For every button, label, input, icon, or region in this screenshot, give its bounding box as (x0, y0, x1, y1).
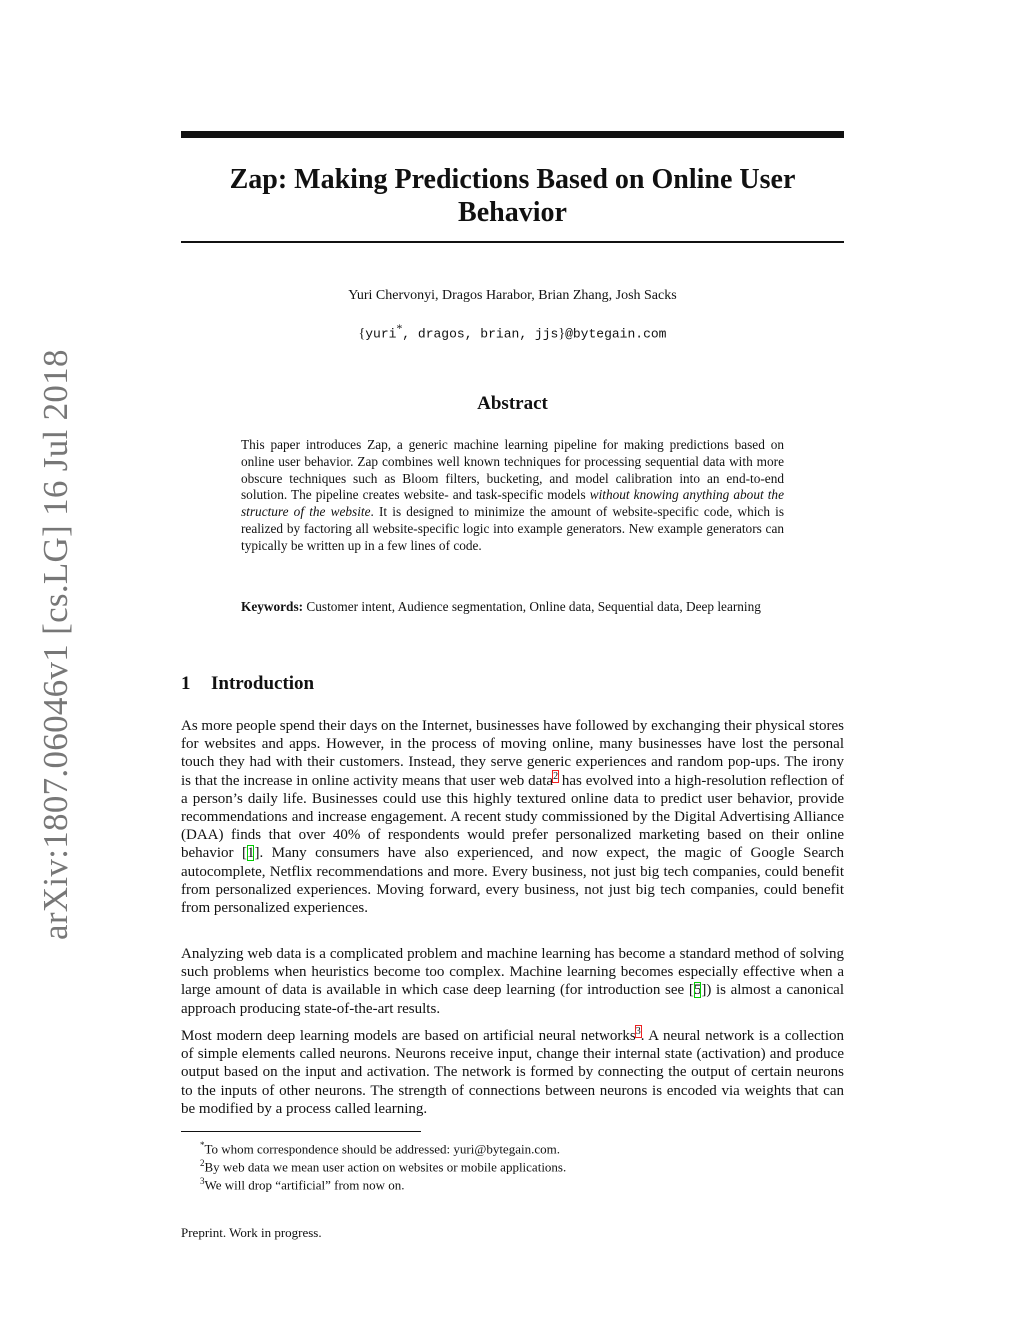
intro-paragraph-1 (181, 717, 844, 917)
footnote-text: To whom correspondence should be addressed: yuri@bytegain.com. (204, 1141, 560, 1157)
p1-text-c: ]. Many consumers have also experienced, and now expect, the magic of Google Search autocomplete, Netflix recommendations and more. Every business, not just big tech companies, could benefit from personalized experiences. Moving forward, every business, not just big tech companies, could benefit from personalized experiences. (181, 845, 844, 917)
intro-paragraph-2 (181, 945, 844, 1018)
email-corresponding-mark: * (396, 322, 403, 335)
citation-link-1[interactable]: 1 (246, 845, 255, 862)
title-bottom-rule (181, 241, 844, 243)
preprint-note: Preprint. Work in progress. (181, 1225, 322, 1240)
footnote-text: We will drop “artificial” from now on. (204, 1177, 405, 1193)
section-heading (181, 673, 314, 695)
paper-title: Zap: Making Predictions Based on Online User Behavior (229, 164, 796, 228)
keywords-label: Keywords: (241, 599, 304, 614)
footnote-link-3[interactable]: 3 (635, 1026, 641, 1037)
footnote-mark: 2 (200, 1158, 205, 1168)
email-brace-open: { (358, 326, 366, 342)
p2-text-a: Analyzing web data is a complicated problem and machine learning has become a standard method of solving such problems when heuristics become too complex. Machine learning becomes especially effective when a large amount of data is available in which case deep learning (for introduction see [ (181, 946, 844, 999)
email-domain: @bytegain.com (565, 326, 667, 342)
author-list: Yuri Chervonyi, Dragos Harabor, Brian Zhang, Josh Sacks (348, 288, 677, 303)
p1-text-b: has evolved into a high-resolution reflection of a person’s daily life. Businesses could use this highly textured online data to predict user behavior, provide recommendations and increase engagement. A recent study commissioned by the Digital Advertising Alliance (DAA) finds that over 40% of respondents would prefer personalized marketing based on their online behavior [ (181, 772, 844, 862)
title-top-rule (181, 131, 844, 138)
intro-paragraph-3 (181, 1027, 844, 1118)
abstract-body (241, 437, 784, 555)
citation-link-5[interactable]: 5 (693, 982, 702, 999)
footnote-link-2[interactable]: 2 (553, 770, 559, 782)
footnote-3 (200, 1173, 840, 1193)
footnote-mark: 3 (200, 1176, 205, 1186)
section-number: 1 (181, 673, 191, 694)
footnote-mark: * (200, 1140, 205, 1150)
p3-text-a: Most modern deep learning models are based on artificial neural networks (181, 1028, 636, 1044)
keywords-text: Customer intent, Audience segmentation, Online data, Sequential data, Deep learning (306, 599, 761, 614)
p1-text-a: As more people spend their days on the Internet, businesses have followed by exchanging their physical stores for websites and apps. However, in the process of moving online, many businesses have lost the personal touch they had with their customers. Instead, they serve generic experiences and random pop-ups. The irony is that the increase in online activity means that user web data (181, 718, 844, 789)
author-emails (181, 320, 844, 344)
arxiv-sidebar-stamp: arXiv:1807.06046v1 [cs.LG] 16 Jul 2018 (36, 349, 75, 940)
abstract-text-b: . It is designed to minimize the amount of website-specific code, which is realized by factoring all website-specific logic into example generators. New example generators can typically be written up in a few lines of code. (241, 504, 785, 553)
abstract-text-a: This paper introduces Zap, a generic machine learning pipeline for making predictions based on online user behavior. Zap combines well known techniques for processing sequential data with more obscure techniques such as Bloom filters, bucketing, and model calibration into an end-to-end solution. The pipeline creates website- and task-specific models (241, 437, 784, 503)
abstract-text-italic: without knowing anything about the structure of the website (241, 487, 784, 520)
p2-text-b: ]) is almost a canonical approach producing state-of-the-art results. (181, 982, 844, 1017)
email-first: yuri (365, 326, 397, 342)
email-rest: , dragos, brian, jjs (402, 326, 559, 342)
section-title: Introduction (211, 673, 315, 694)
keywords (241, 599, 784, 616)
p3-text-b: . A neural network is a collection of simple elements called neurons. Neurons receive input, change their internal state (activation) and produce output based on the input and activation. The network is formed by connecting the output of certain neurons to the inputs of other neurons. The strength of connections between neurons is encoded via weights that can be modified by a process called learning. (181, 1028, 844, 1117)
abstract-heading: Abstract (477, 393, 548, 414)
footnote-rule (181, 1131, 421, 1132)
email-brace-close: } (558, 326, 566, 342)
footnote-text: By web data we mean user action on websites or mobile applications. (204, 1159, 567, 1175)
